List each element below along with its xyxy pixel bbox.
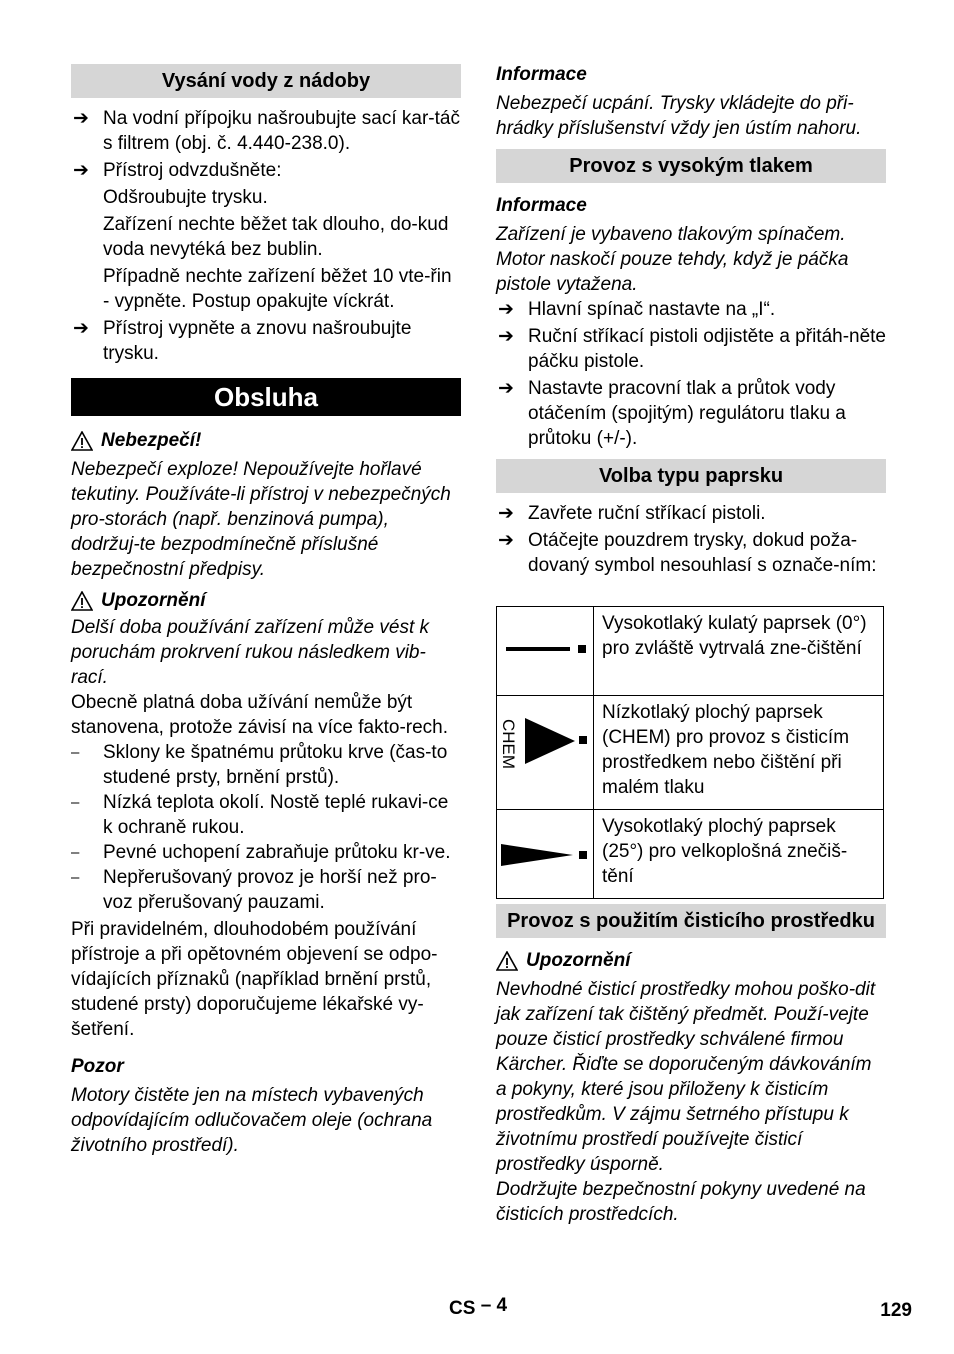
step-item: ➔ Otáčejte pouzdrem trysky, dokud poža-dovaný symbol nesouhlasí s označe-ním:: [498, 530, 877, 576]
left-column: [71, 60, 461, 1158]
step-item: ➔ Ruční stříkací pistoli odjistěte a přitáh-něte páčku pistole.: [498, 326, 887, 372]
section-heading-detergent: Provoz s použitím čisticího prostředku: [496, 904, 886, 938]
info-heading: Informace: [496, 195, 587, 216]
danger-heading: Nebezpečí!: [71, 428, 461, 453]
dash-list-item: – Nepřerušovaný provoz je horší než pro-voz přerušovaný pauzami.: [71, 867, 437, 913]
danger-text: Nebezpečí exploze! Nepoužívejte hořlavé tekutiny. Používáte-li přístroj v nebezpečných pro-storách (např. benzinová pumpa), dodržuj-te bezpodmínečně příslušné bezpečnostní předpisy.: [71, 459, 451, 580]
footer-language-code: CS – 4: [449, 1295, 508, 1319]
warning-text: Dodržujte bezpečnostní pokyny uvedené na čisticích prostředcích.: [496, 1179, 866, 1225]
dash-list-item: – Sklony ke špatnému průtoku krve (čas-to studené prsty, brnění prstů).: [71, 742, 448, 788]
table-row: [497, 607, 884, 696]
warning-text: Delší doba používání zařízení může vést k poruchám prokrvení rukou následkem vib-rací.: [71, 617, 430, 688]
arrow-bullet-icon: ➔: [498, 378, 514, 399]
step-item: ➔ Nastavte pracovní tlak a průtok vody otáčením (spojitým) regulátoru tlaku a průtoku (+/-).: [498, 378, 846, 449]
warning-triangle-icon: [496, 951, 518, 971]
step-item: ➔ Přístroj vypněte a znovu našroubujte trysku.: [73, 318, 412, 364]
section-heading-jet-type: Volba typu paprsku: [496, 459, 886, 493]
jet-type-table: [496, 606, 884, 899]
warning-triangle-icon: [71, 431, 93, 451]
jet-description: Vysokotlaký plochý paprsek (25°) pro velkoplošná znečiš-tění: [594, 810, 884, 899]
warning-text: Nevhodné čisticí prostředky mohou poško-dit jak zařízení tak čištěný předmět. Použí-vejte pouze čisticí prostředky schválené firmou Kärcher. Řiďte se doporučeným dávkováním a pokyny, které jsou přiloženy k čisticím prostředkům. V zájmu šetrného přístupu k životnímu prostředí používejte čisticí prostředky úsporně.: [496, 979, 876, 1175]
body-paragraph: Obecně platná doba užívání nemůže být stanovena, protože závisí na více fakto-rech.: [71, 692, 449, 738]
step-item: ➔ Na vodní přípojku našroubujte sací kar-táč s filtrem (obj. č. 4.440-238.0).: [73, 108, 460, 154]
right-column: [496, 60, 886, 1227]
chapter-title: Obsluha: [71, 378, 461, 416]
dash-list-item: – Pevné uchopení zabraňuje průtoku kr-ve.: [71, 842, 451, 863]
warning-heading: Upozornění: [71, 588, 461, 613]
caution-heading: Pozor: [71, 1056, 124, 1077]
jet-description: Nízkotlaký plochý paprsek (CHEM) pro provoz s čisticím prostředkem nebo čištění při malém tlaku: [594, 696, 884, 810]
round-jet-icon: [497, 607, 594, 696]
substep-text: Odšroubujte trysku.: [103, 187, 268, 208]
chem-label: CHEM: [499, 719, 518, 770]
step-item: ➔ Zavřete ruční stříkací pistoli.: [498, 503, 766, 524]
chem-jet-icon: [497, 696, 594, 810]
jet-description: Vysokotlaký kulatý paprsek (0°) pro zvláště vytrvalá zne-čištění: [594, 607, 884, 696]
info-heading: Informace: [496, 64, 587, 85]
arrow-bullet-icon: ➔: [498, 299, 514, 320]
warning-triangle-icon: [71, 591, 93, 611]
arrow-bullet-icon: ➔: [73, 318, 89, 339]
substep-text: Zařízení nechte běžet tak dlouho, do-kud voda nevytéká bez bublin.: [103, 214, 449, 260]
arrow-bullet-icon: ➔: [73, 108, 89, 129]
step-item: ➔ Přístroj odvzdušněte:: [73, 160, 282, 181]
warning-heading: Upozornění: [496, 948, 886, 973]
arrow-bullet-icon: ➔: [498, 503, 514, 524]
info-text: Nebezpečí ucpání. Trysky vkládejte do při-hrádky příslušenství vždy jen ústím nahoru.: [496, 93, 862, 139]
body-paragraph: Při pravidelném, dlouhodobém používání přístroje a při opětovném objevení se odpo-vídajících příznaků (například brnění prstů, studené prsty) doporučujeme lékařské vy-šetření.: [71, 919, 438, 1040]
caution-text: Motory čistěte jen na místech vybavených odpovídajícím odlučovačem oleje (ochrana životního prostředí).: [71, 1085, 433, 1156]
section-heading-high-pressure: Provoz s vysokým tlakem: [496, 149, 886, 183]
table-row: [497, 810, 884, 899]
substep-text: Případně nechte zařízení běžet 10 vte-řin - vypněte. Postup opakujte víckrát.: [103, 266, 452, 312]
dash-list-item: – Nízká teplota okolí. Nostě teplé rukavi-ce k ochraně rukou.: [71, 792, 449, 838]
table-row: [497, 696, 884, 810]
step-item: ➔ Hlavní spínač nastavte na „I“.: [498, 299, 776, 320]
page-number: 129: [880, 1300, 912, 1321]
info-text: Zařízení je vybaveno tlakovým spínačem. Motor naskočí pouze tehdy, když je páčka pistole vytažena.: [496, 224, 849, 295]
arrow-bullet-icon: ➔: [498, 530, 514, 551]
arrow-bullet-icon: ➔: [73, 160, 89, 181]
arrow-bullet-icon: ➔: [498, 326, 514, 347]
flat-jet-icon: [497, 810, 594, 899]
section-heading-water-suction: Vysání vody z nádoby: [71, 64, 461, 98]
